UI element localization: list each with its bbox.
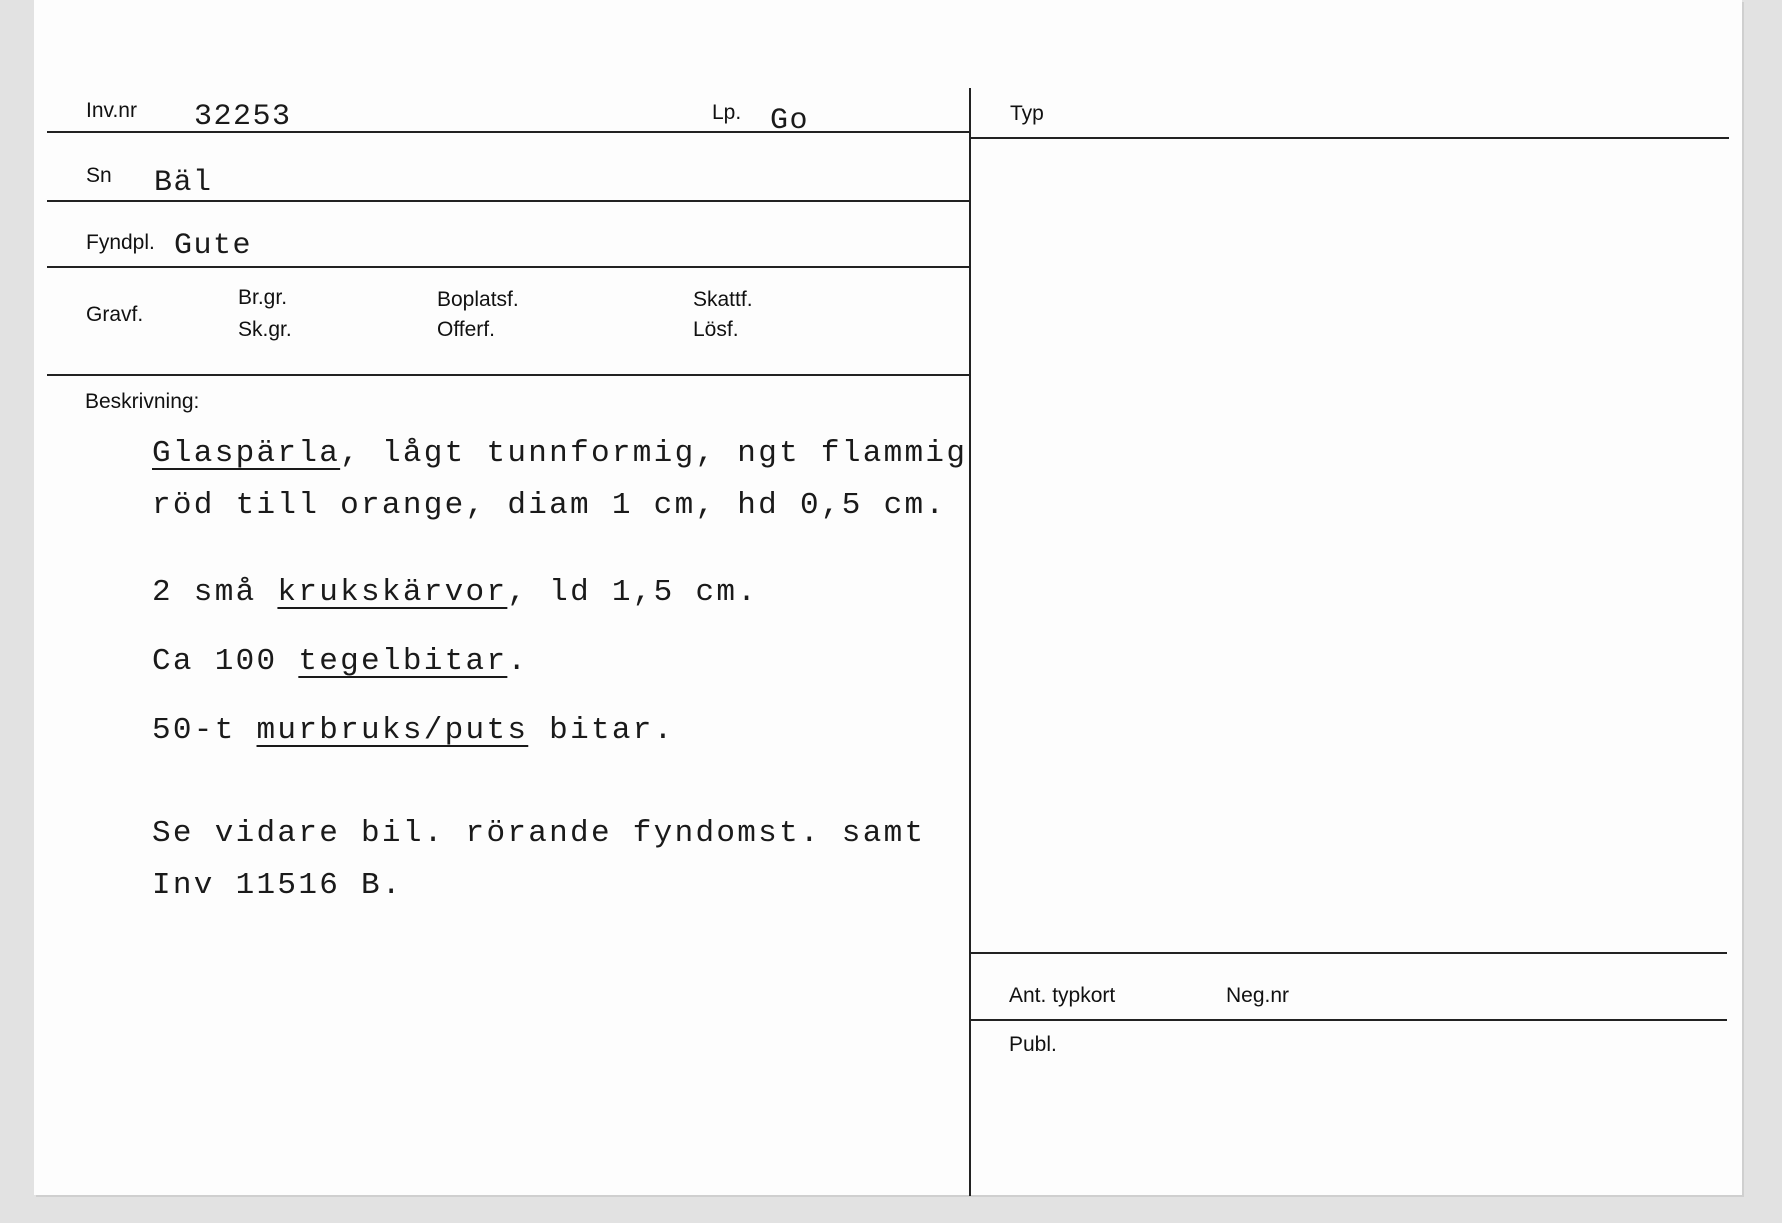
rule-fyndpl	[47, 266, 969, 268]
description-line-3: 2 små krukskärvor, ld 1,5 cm.	[152, 575, 759, 610]
inv-label: Inv.nr	[86, 99, 137, 122]
gravf-label: Gravf.	[86, 303, 144, 326]
rule-sn	[47, 200, 969, 202]
sn-label: Sn	[86, 164, 112, 187]
brgr-label: Br.gr.	[238, 286, 288, 309]
catalog-card	[34, 0, 1742, 1195]
description-item-krukskarvor: krukskärvor	[277, 575, 508, 610]
rule-ant-bottom	[971, 1019, 1727, 1021]
rule-typ	[971, 137, 1729, 139]
typ-label: Typ	[1010, 102, 1044, 125]
negnr-label: Neg.nr	[1226, 984, 1290, 1007]
skgr-label: Sk.gr.	[238, 318, 292, 341]
lp-label: Lp.	[712, 101, 742, 124]
publ-label: Publ.	[1009, 1033, 1057, 1056]
skattf-label: Skattf.	[693, 288, 753, 311]
description-line-5: 50-t murbruks/puts bitar.	[152, 713, 675, 748]
lp-value: Go	[770, 104, 810, 138]
sn-value: Bäl	[154, 166, 213, 200]
rule-categories	[47, 374, 969, 376]
losf-label: Lösf.	[693, 318, 739, 341]
description-line-2: röd till orange, diam 1 cm, hd 0,5 cm.	[152, 488, 947, 523]
description-item-tegelbitar: tegelbitar	[298, 644, 508, 679]
offerf-label: Offerf.	[437, 318, 495, 341]
inv-value: 32253	[194, 100, 292, 134]
description-line-1: Glaspärla, lågt tunnformig, ngt flammig	[152, 436, 968, 471]
description-item-murbruks-puts: murbruks/puts	[256, 713, 529, 748]
boplatsf-label: Boplatsf.	[437, 288, 519, 311]
description-line-7: Inv 11516 B.	[152, 868, 403, 903]
description-line-4: Ca 100 tegelbitar.	[152, 644, 529, 679]
column-divider	[969, 88, 971, 1196]
description-item-glasparla: Glaspärla	[152, 436, 341, 471]
ant-typkort-label: Ant. typkort	[1009, 984, 1116, 1007]
description-line-6: Se vidare bil. rörande fyndomst. samt	[152, 816, 926, 851]
fyndpl-value: Gute	[174, 229, 253, 263]
rule-ant-top	[971, 952, 1727, 954]
fyndpl-label: Fyndpl.	[86, 231, 155, 254]
rule-inv	[47, 131, 969, 133]
beskrivning-label: Beskrivning:	[85, 390, 200, 413]
